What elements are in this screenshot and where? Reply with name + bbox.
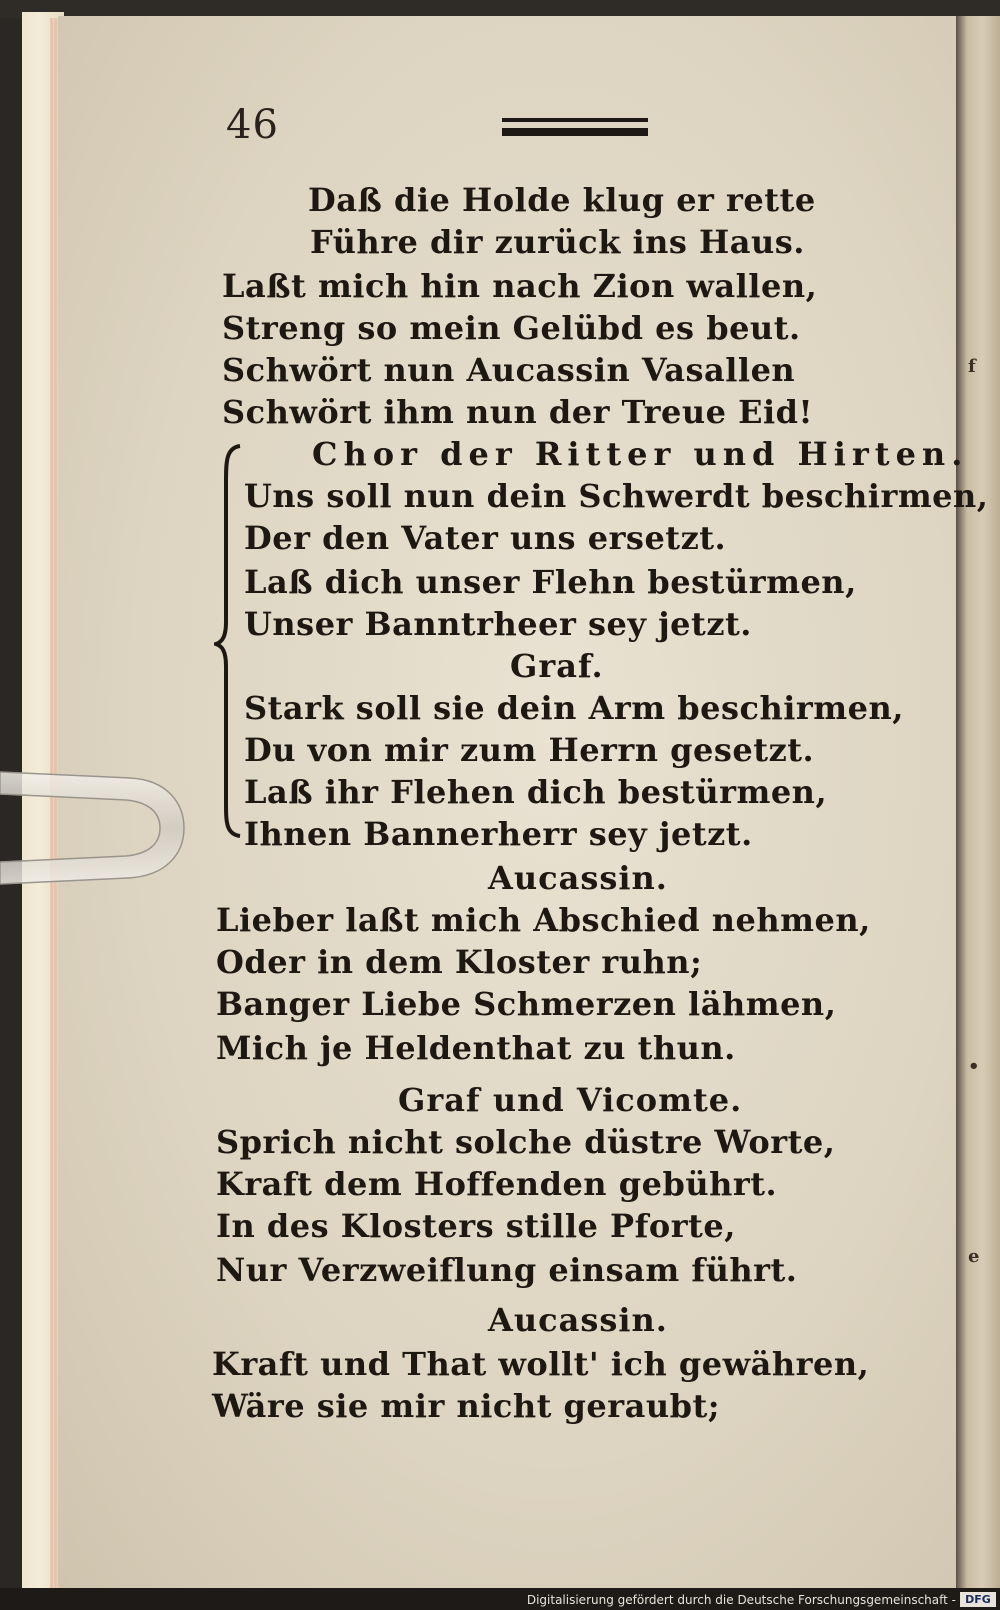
- verse-line: Stark soll sie dein Arm beschirmen,: [244, 689, 904, 727]
- verse-line: Kraft dem Hoffenden gebührt.: [216, 1165, 778, 1203]
- speaker-label: Graf.: [510, 647, 604, 685]
- bleed-through-mark: e: [968, 1246, 980, 1267]
- verse-line: Lieber laßt mich Abschied nehmen,: [216, 901, 871, 939]
- paper-clip: [0, 768, 186, 888]
- verse-line: Mich je Heldenthat zu thun.: [216, 1029, 736, 1067]
- verse-line: Uns soll nun dein Schwerdt beschirmen,: [244, 477, 989, 515]
- verse-line: Der den Vater uns ersetzt.: [244, 519, 727, 557]
- verse-line: Daß die Holde klug er rette: [308, 181, 816, 219]
- speaker-label: Aucassin.: [488, 1301, 668, 1339]
- speaker-label: Graf und Vicomte.: [398, 1081, 743, 1119]
- verse-line: Du von mir zum Herrn gesetzt.: [244, 731, 815, 769]
- verse-line: Kraft und That wollt' ich gewähren,: [212, 1345, 870, 1383]
- verse-line: Laßt mich hin nach Zion wallen,: [222, 267, 818, 305]
- bleed-through-mark: f: [968, 356, 976, 377]
- footer-bar: [0, 1588, 1000, 1610]
- verse-line: In des Klosters stille Pforte,: [216, 1207, 736, 1245]
- verse-line: Ihnen Bannerherr sey jetzt.: [244, 815, 753, 853]
- verse-line: Schwört nun Aucassin Vasallen: [222, 351, 796, 389]
- verse-line: Nur Verzweiflung einsam führt.: [216, 1251, 798, 1289]
- verse-line: Führe dir zurück ins Haus.: [310, 223, 805, 261]
- verse-line: Wäre sie mir nicht geraubt;: [212, 1387, 721, 1425]
- bleed-through-mark: •: [968, 1056, 980, 1077]
- speaker-label: Aucassin.: [488, 859, 668, 897]
- verse-line: Laß dich unser Flehn bestürmen,: [244, 563, 857, 601]
- page-number: 46: [226, 102, 279, 148]
- verse-line: Banger Liebe Schmerzen lähmen,: [216, 985, 837, 1023]
- verse-line: Schwört ihm nun der Treue Eid!: [222, 393, 814, 431]
- verse-line: Unser Banntrheer sey jetzt.: [244, 605, 752, 643]
- verse-line: Streng so mein Gelübd es beut.: [222, 309, 801, 347]
- funding-credit: Digitalisierung gefördert durch die Deutsche Forschungsgemeinschaft -: [526, 1593, 956, 1607]
- dfg-logo: DFG: [960, 1592, 996, 1607]
- speaker-label: Chor der Ritter und Hirten.: [312, 435, 969, 473]
- verse-line: Laß ihr Flehen dich bestürmen,: [244, 773, 828, 811]
- verse-line: Oder in dem Kloster ruhn;: [216, 943, 703, 981]
- verse-line: Sprich nicht solche düstre Worte,: [216, 1123, 836, 1161]
